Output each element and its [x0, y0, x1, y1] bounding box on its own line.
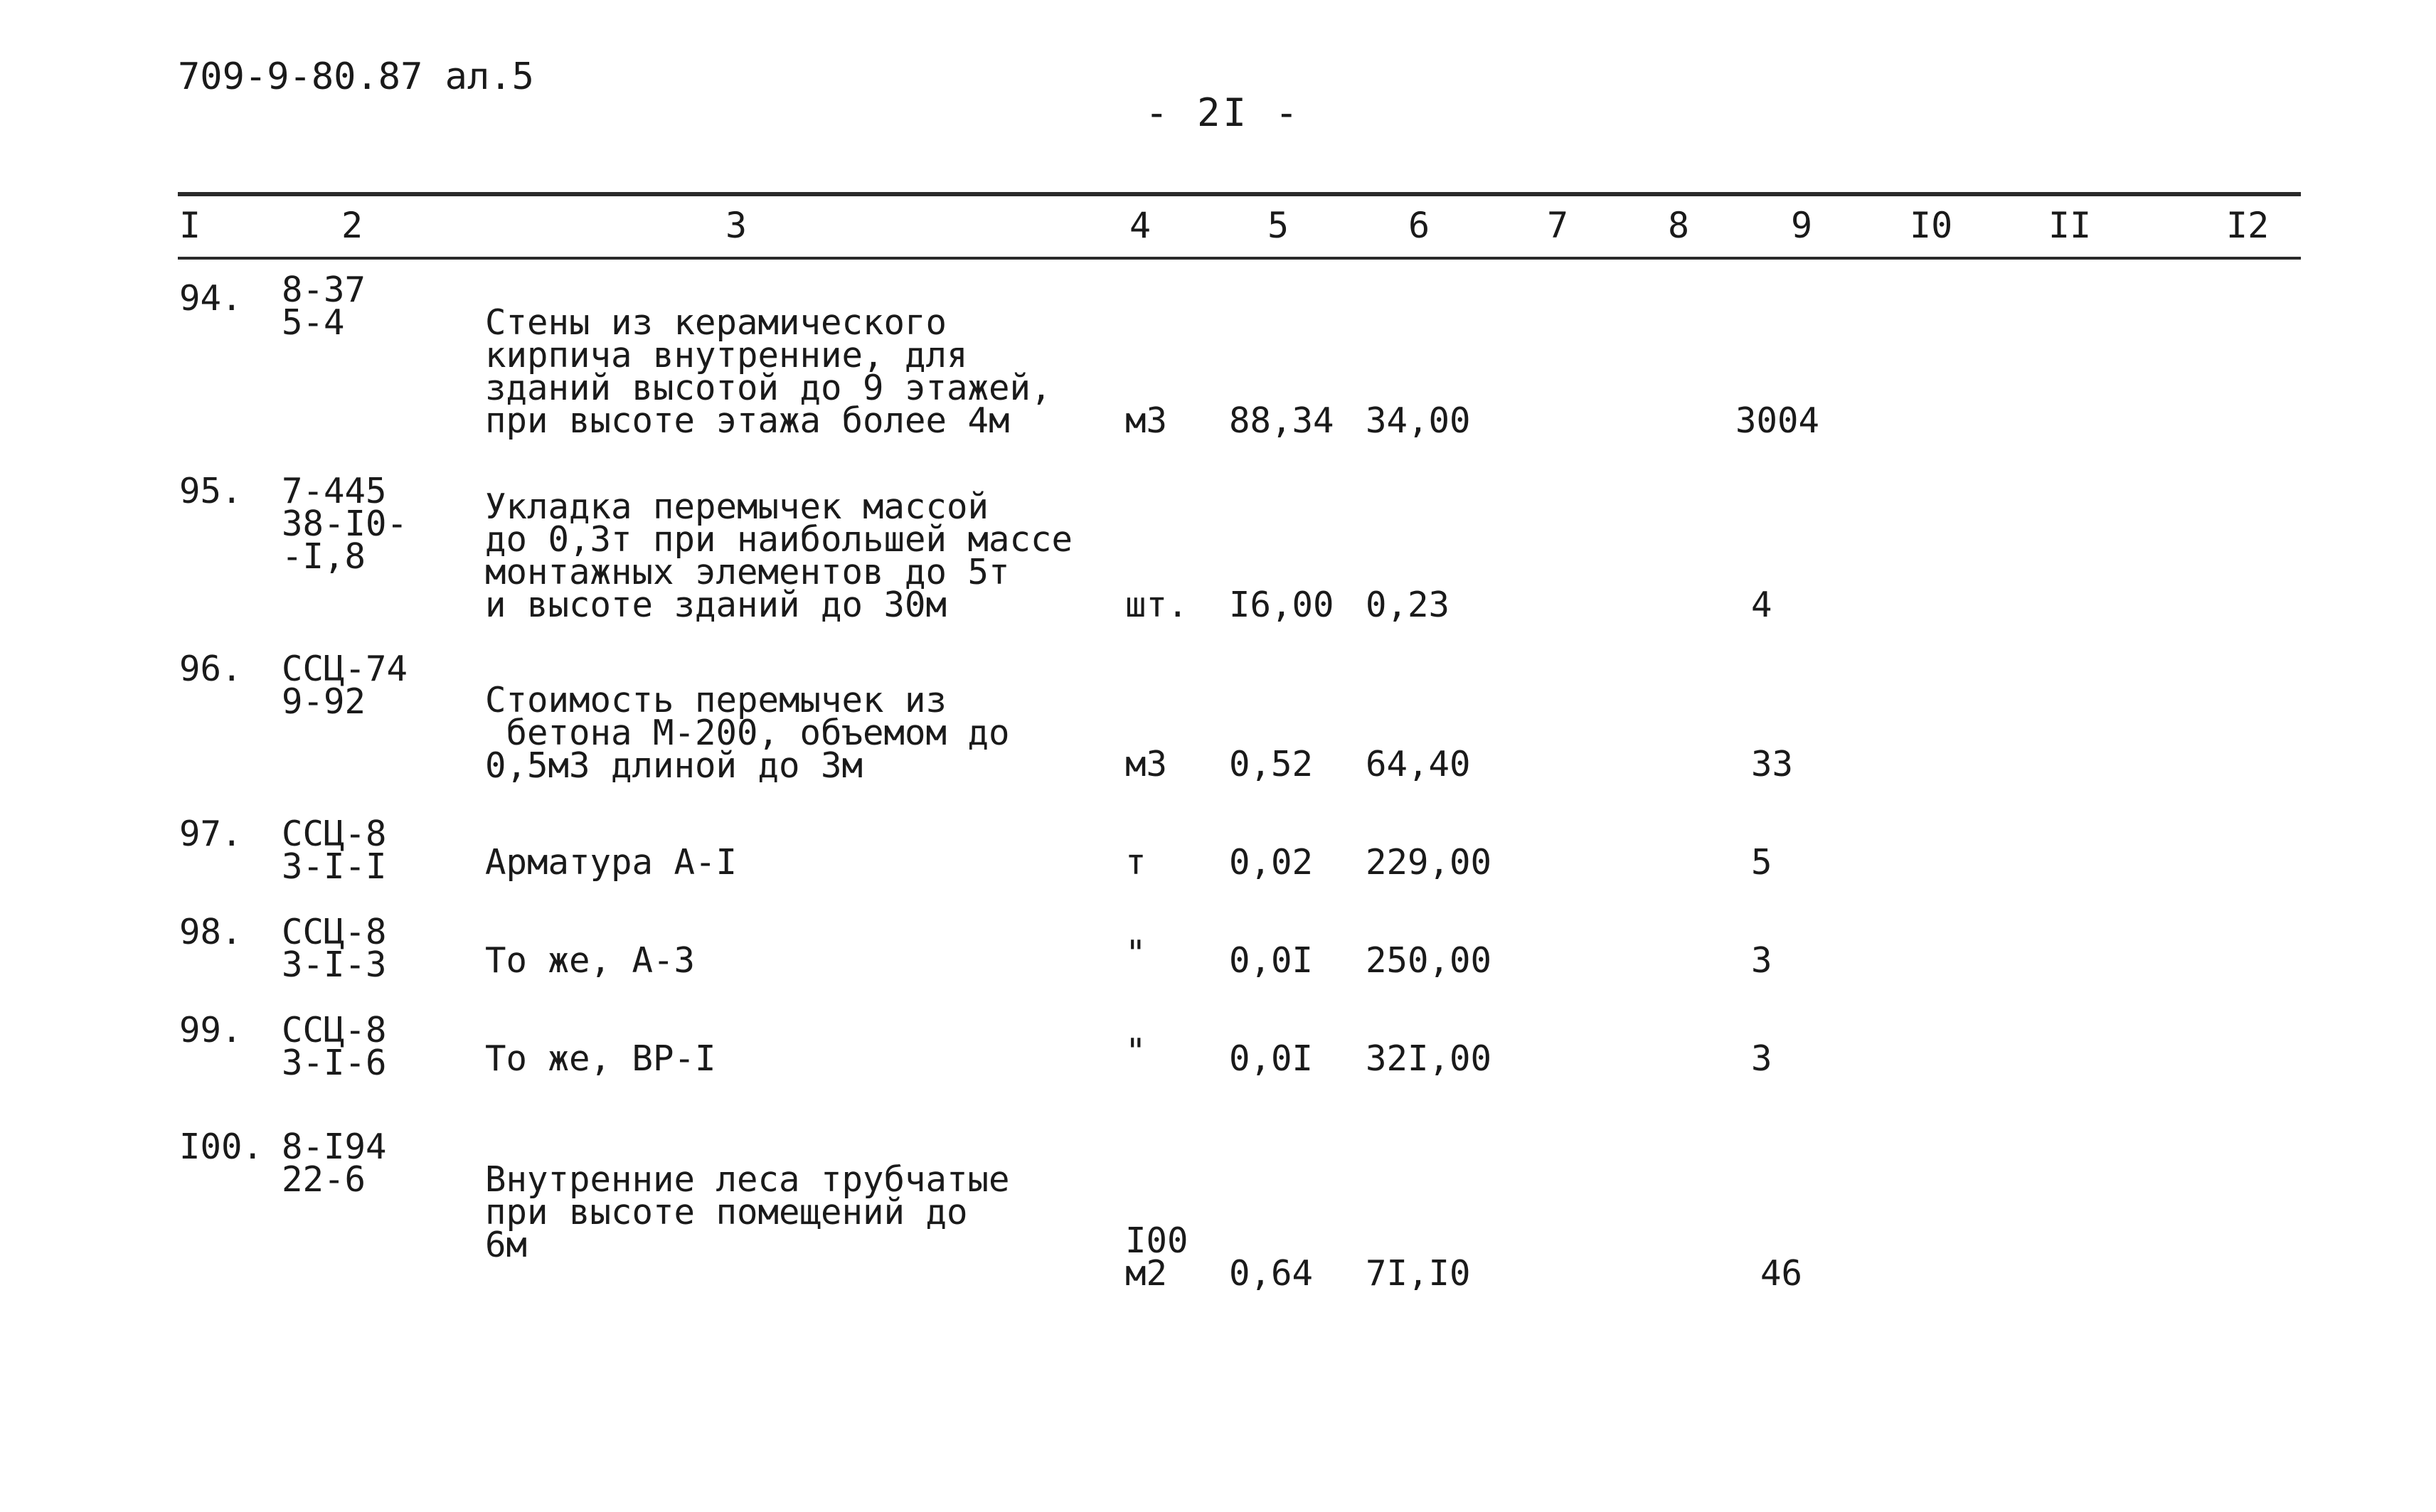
column-header-9: 9 — [1791, 205, 1813, 246]
work-description: Стены из керамического кирпича внутренние, для зданий высотой до 9 этажей, при высоте этажа более 4м — [485, 302, 1052, 441]
total-cost: 4 — [1751, 585, 1772, 625]
column-header-1: I — [179, 205, 201, 246]
unit: " — [1125, 933, 1147, 974]
work-description: Арматура А-I — [485, 842, 738, 883]
row-number: 94. — [179, 278, 243, 319]
row-number: 95. — [179, 471, 243, 511]
unit: " — [1125, 1031, 1147, 1072]
work-description: То же, ВР-I — [485, 1038, 716, 1079]
work-description: Внутренние леса трубчатые при высоте помещений до 6м — [485, 1159, 1010, 1265]
unit-price: 7I,I0 — [1366, 1253, 1471, 1294]
total-cost: 3004 — [1735, 400, 1820, 441]
quantity: 0,02 — [1229, 842, 1314, 883]
header-bottom-rule — [178, 257, 2301, 260]
unit-price: 32I,00 — [1366, 1038, 1492, 1079]
quantity: 0,64 — [1229, 1253, 1314, 1294]
norm-code: ССЦ-8 3-I-3 — [282, 912, 387, 985]
total-cost: 3 — [1751, 1038, 1772, 1079]
row-number: I00. — [179, 1127, 264, 1167]
column-header-4: 4 — [1129, 205, 1151, 246]
unit: шт. — [1125, 585, 1188, 625]
norm-code: ССЦ-74 9-92 — [282, 649, 408, 722]
work-description: Стоимость перемычек из бетона М-200, объемом до 0,5м3 длиной до 3м — [485, 680, 1010, 786]
work-description: Укладка перемычек массой до 0,3т при наибольшей массе монтажных элементов до 5т и высоте зданий до 30м — [485, 486, 1073, 625]
total-cost: 46 — [1760, 1253, 1803, 1294]
column-header-8: 8 — [1668, 205, 1690, 246]
quantity: 0,0I — [1229, 1038, 1314, 1079]
page-number: - 2I - — [1145, 90, 1302, 135]
row-number: 98. — [179, 912, 243, 952]
unit-price: 250,00 — [1366, 940, 1492, 981]
quantity: I6,00 — [1229, 585, 1334, 625]
row-number: 99. — [179, 1010, 243, 1050]
column-header-6: 6 — [1408, 205, 1430, 246]
column-header-11: II — [2048, 205, 2092, 246]
quantity: 0,52 — [1229, 744, 1314, 784]
row-number: 97. — [179, 814, 243, 854]
quantity: 88,34 — [1229, 400, 1334, 441]
unit: I00 м2 — [1125, 1220, 1188, 1294]
unit-price: 64,40 — [1366, 744, 1471, 784]
norm-code: ССЦ-8 3-I-6 — [282, 1010, 387, 1083]
unit-price: 0,23 — [1366, 585, 1450, 625]
column-header-10: I0 — [1910, 205, 1953, 246]
column-header-2: 2 — [341, 205, 363, 246]
document-code: 709-9-80.87 ал.5 — [178, 55, 534, 98]
unit: м3 — [1125, 400, 1168, 441]
norm-code: ССЦ-8 3-I-I — [282, 814, 387, 887]
total-cost: 33 — [1751, 744, 1794, 784]
row-number: 96. — [179, 649, 243, 689]
column-header-7: 7 — [1547, 205, 1569, 246]
total-cost: 5 — [1751, 842, 1772, 883]
norm-code: 7-445 38-I0- -I,8 — [282, 471, 408, 577]
column-header-12: I2 — [2226, 205, 2270, 246]
unit-price: 34,00 — [1366, 400, 1471, 441]
total-cost: 3 — [1751, 940, 1772, 981]
table-top-rule — [178, 192, 2301, 196]
quantity: 0,0I — [1229, 940, 1314, 981]
unit-price: 229,00 — [1366, 842, 1492, 883]
norm-code: 8-I94 22-6 — [282, 1127, 387, 1200]
work-description: То же, А-3 — [485, 940, 696, 981]
unit: т — [1125, 842, 1147, 883]
unit: м3 — [1125, 744, 1168, 784]
norm-code: 8-37 5-4 — [282, 270, 366, 343]
column-header-3: 3 — [725, 205, 748, 246]
column-header-5: 5 — [1267, 205, 1289, 246]
